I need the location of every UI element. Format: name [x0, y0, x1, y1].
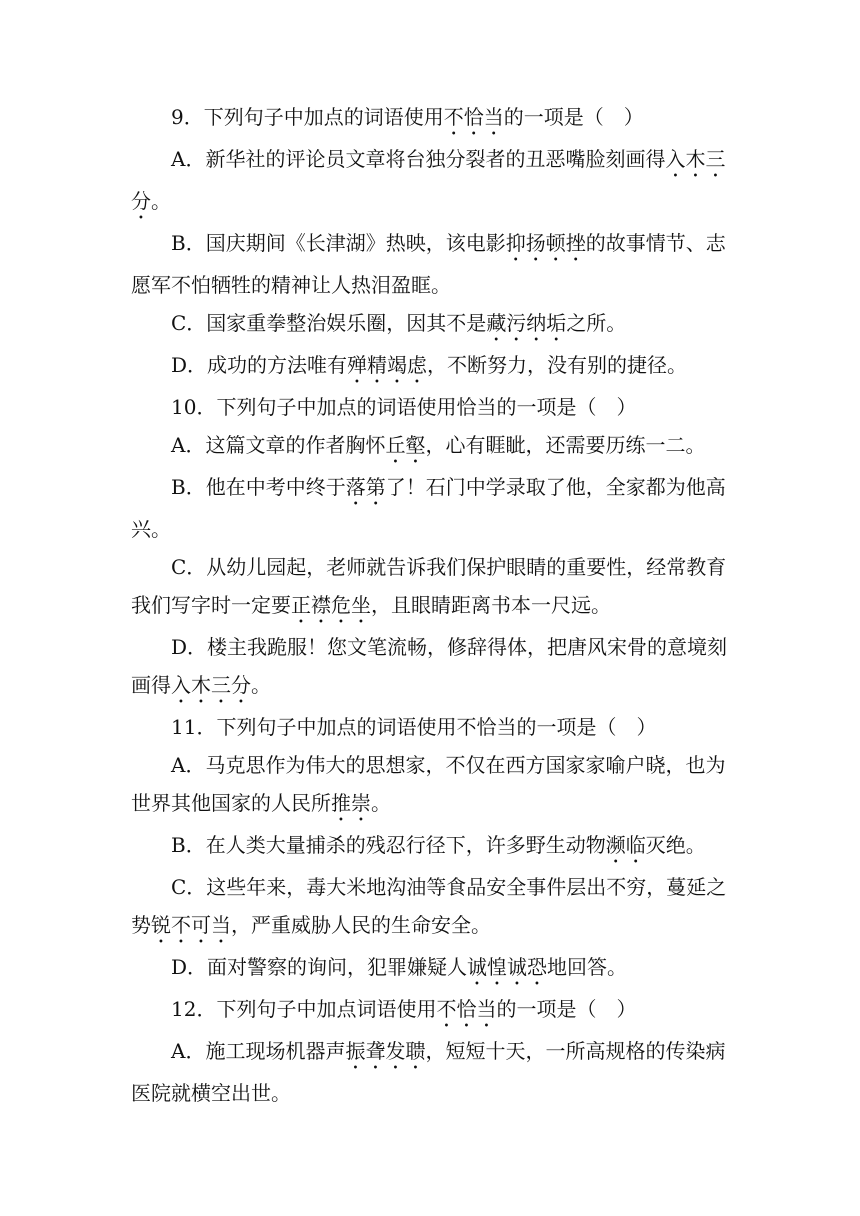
text-run: ，心有睚眦，还需要历练一二。	[425, 433, 706, 457]
text-run: C．这些年来，毒大米地沟油等食品安全事件层出不穷，蔓延之势	[131, 875, 727, 937]
emphasized-phrase: 入木三分	[171, 673, 251, 697]
text-run: 灭绝。	[645, 833, 706, 857]
text-run: ，短短十天，一所高规格的传染病医院就横空出世。	[131, 1039, 726, 1105]
paragraph	[131, 628, 733, 708]
emphasized-phrase: 推崇	[331, 791, 371, 815]
paragraph	[131, 346, 733, 388]
emphasized-phrase: 诚惶诚恐	[467, 955, 548, 979]
paragraph	[131, 98, 733, 140]
emphasized-phrase: 不恰当	[443, 105, 504, 129]
paragraph	[131, 468, 733, 548]
text-run: D．面对警察的询问，犯罪嫌疑人	[171, 955, 468, 979]
text-run: 10．下列句子中加点的词语使用恰当的一项是（ ）	[171, 395, 637, 419]
text-run: A．马克思作为伟大的思想家，不仅在西方国家家喻户晓，也为世界其他国家的人民所	[131, 753, 726, 815]
emphasized-phrase: 殚精竭虑	[347, 353, 428, 377]
text-run: A．施工现场机器声	[171, 1039, 346, 1063]
text-run: 的一项是（ ）	[496, 997, 637, 1021]
text-run: 。	[251, 673, 271, 697]
emphasized-phrase: 入木三分	[131, 147, 726, 213]
text-run: A．新华社的评论员文章将台独分裂者的丑恶嘴脸刻画得	[171, 147, 666, 171]
emphasized-phrase: 濒临	[605, 833, 646, 857]
paragraph	[131, 426, 733, 468]
text-run: 。	[151, 189, 171, 213]
text-run: C．国家重拳整治娱乐圈，因其不是	[171, 311, 487, 335]
text-run: ，且眼睛距离书本一尺远。	[371, 593, 611, 617]
text-run: 12．下列句子中加点词语使用	[171, 997, 437, 1021]
text-run: 11．下列句子中加点的词语使用不恰当的一项是（ ）	[171, 715, 657, 739]
paragraph	[131, 868, 733, 948]
paragraph	[131, 548, 733, 628]
text-run: A．这篇文章的作者胸怀	[171, 433, 386, 457]
text-run: 地回答。	[547, 955, 628, 979]
paragraph	[131, 948, 733, 990]
paragraph	[131, 1032, 733, 1112]
paragraph	[131, 388, 733, 426]
emphasized-phrase: 丘壑	[385, 433, 426, 457]
text-run: ，不断努力，没有别的捷径。	[427, 353, 688, 377]
text-run: C．从幼儿园起，老师就告诉我们保护眼睛的重要性，经常教育我们写字时一定要	[131, 555, 727, 617]
text-run: 9．下列句子中加点的词语使用	[171, 105, 444, 129]
emphasized-phrase: 锐不可当	[151, 913, 231, 937]
emphasized-phrase: 抑扬顿挫	[505, 231, 586, 255]
emphasized-phrase: 藏污纳垢	[486, 311, 567, 335]
paragraph	[131, 140, 733, 224]
paragraph	[131, 708, 733, 746]
text-run: D．楼主我跪服！您文笔流畅，修辞得体，把唐风宋骨的意境刻画得	[131, 635, 728, 697]
text-run: 。	[371, 791, 391, 815]
paragraph	[131, 224, 733, 304]
text-run: 之所。	[566, 311, 627, 335]
text-run: 的一项是（ ）	[503, 105, 644, 129]
text-run: 了！石门中学录取了他，全家都为他高兴。	[131, 475, 726, 541]
text-run: B．他在中考中终于	[171, 475, 346, 499]
emphasized-phrase: 不恰当	[436, 997, 497, 1021]
question-list	[131, 98, 733, 1112]
paragraph	[131, 990, 733, 1032]
paragraph	[131, 304, 733, 346]
emphasized-phrase: 落第	[345, 475, 386, 499]
text-run: D．成功的方法唯有	[171, 353, 348, 377]
paragraph	[131, 746, 733, 826]
emphasized-phrase: 振聋发聩	[345, 1039, 426, 1063]
text-run: ，严重威胁人民的生命安全。	[231, 913, 491, 937]
paragraph	[131, 826, 733, 868]
emphasized-phrase: 正襟危坐	[291, 593, 371, 617]
text-run: 的故事情节、志愿军不怕牺牲的精神让人热泪盈眶。	[131, 231, 726, 297]
text-run: B．在人类大量捕杀的残忍行径下，许多野生动物	[171, 833, 606, 857]
text-run: B．国庆期间《长津湖》热映，该电影	[171, 231, 506, 255]
